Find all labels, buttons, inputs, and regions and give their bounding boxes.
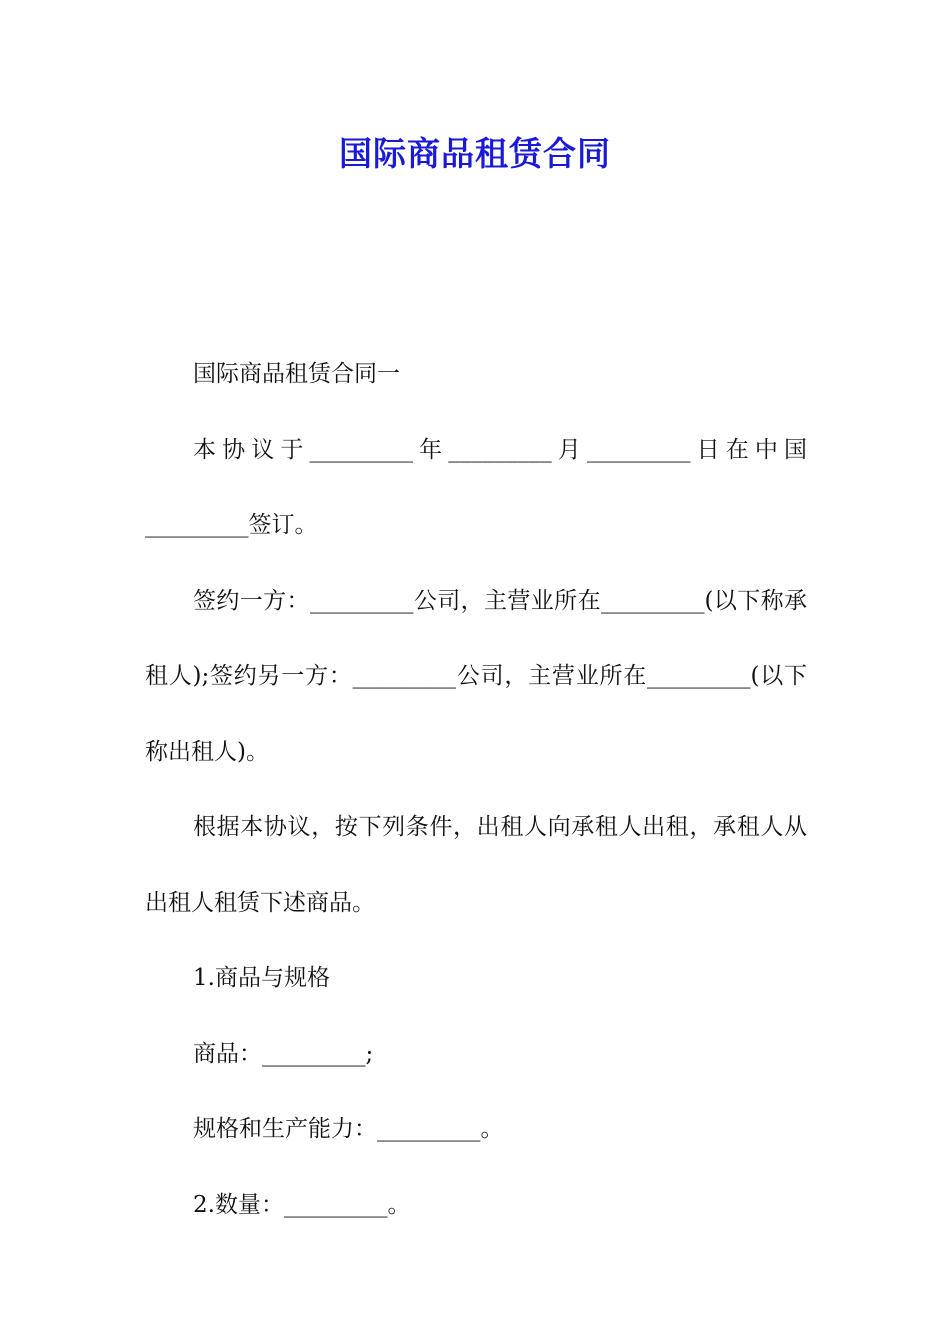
quantity-line: 2.数量：_________。 xyxy=(193,1191,411,1218)
agreement-date-paragraph: 本协议于_________年_________月_________日在中国_________签订。 xyxy=(145,436,807,538)
specs-capacity-line: 规格和生产能力：_________。 xyxy=(193,1116,504,1142)
section-heading-goods-specs: 1.商品与规格 xyxy=(193,965,330,991)
goods-line: 商品：_________; xyxy=(193,1040,374,1067)
document-body xyxy=(145,337,807,1243)
document-title: 国际商品租赁合同 xyxy=(339,134,611,173)
contract-subtitle: 国际商品租赁合同一 xyxy=(193,361,400,387)
purpose-paragraph: 根据本协议，按下列条件，出租人向承租人出租，承租人从出租人租赁下述商品。 xyxy=(145,814,807,916)
parties-paragraph: 签约一方：_________公司，主营业所在_________(以下称承租人);签约另一方：_________公司，主营业所在_________(以下称出租人)。 xyxy=(145,587,807,765)
